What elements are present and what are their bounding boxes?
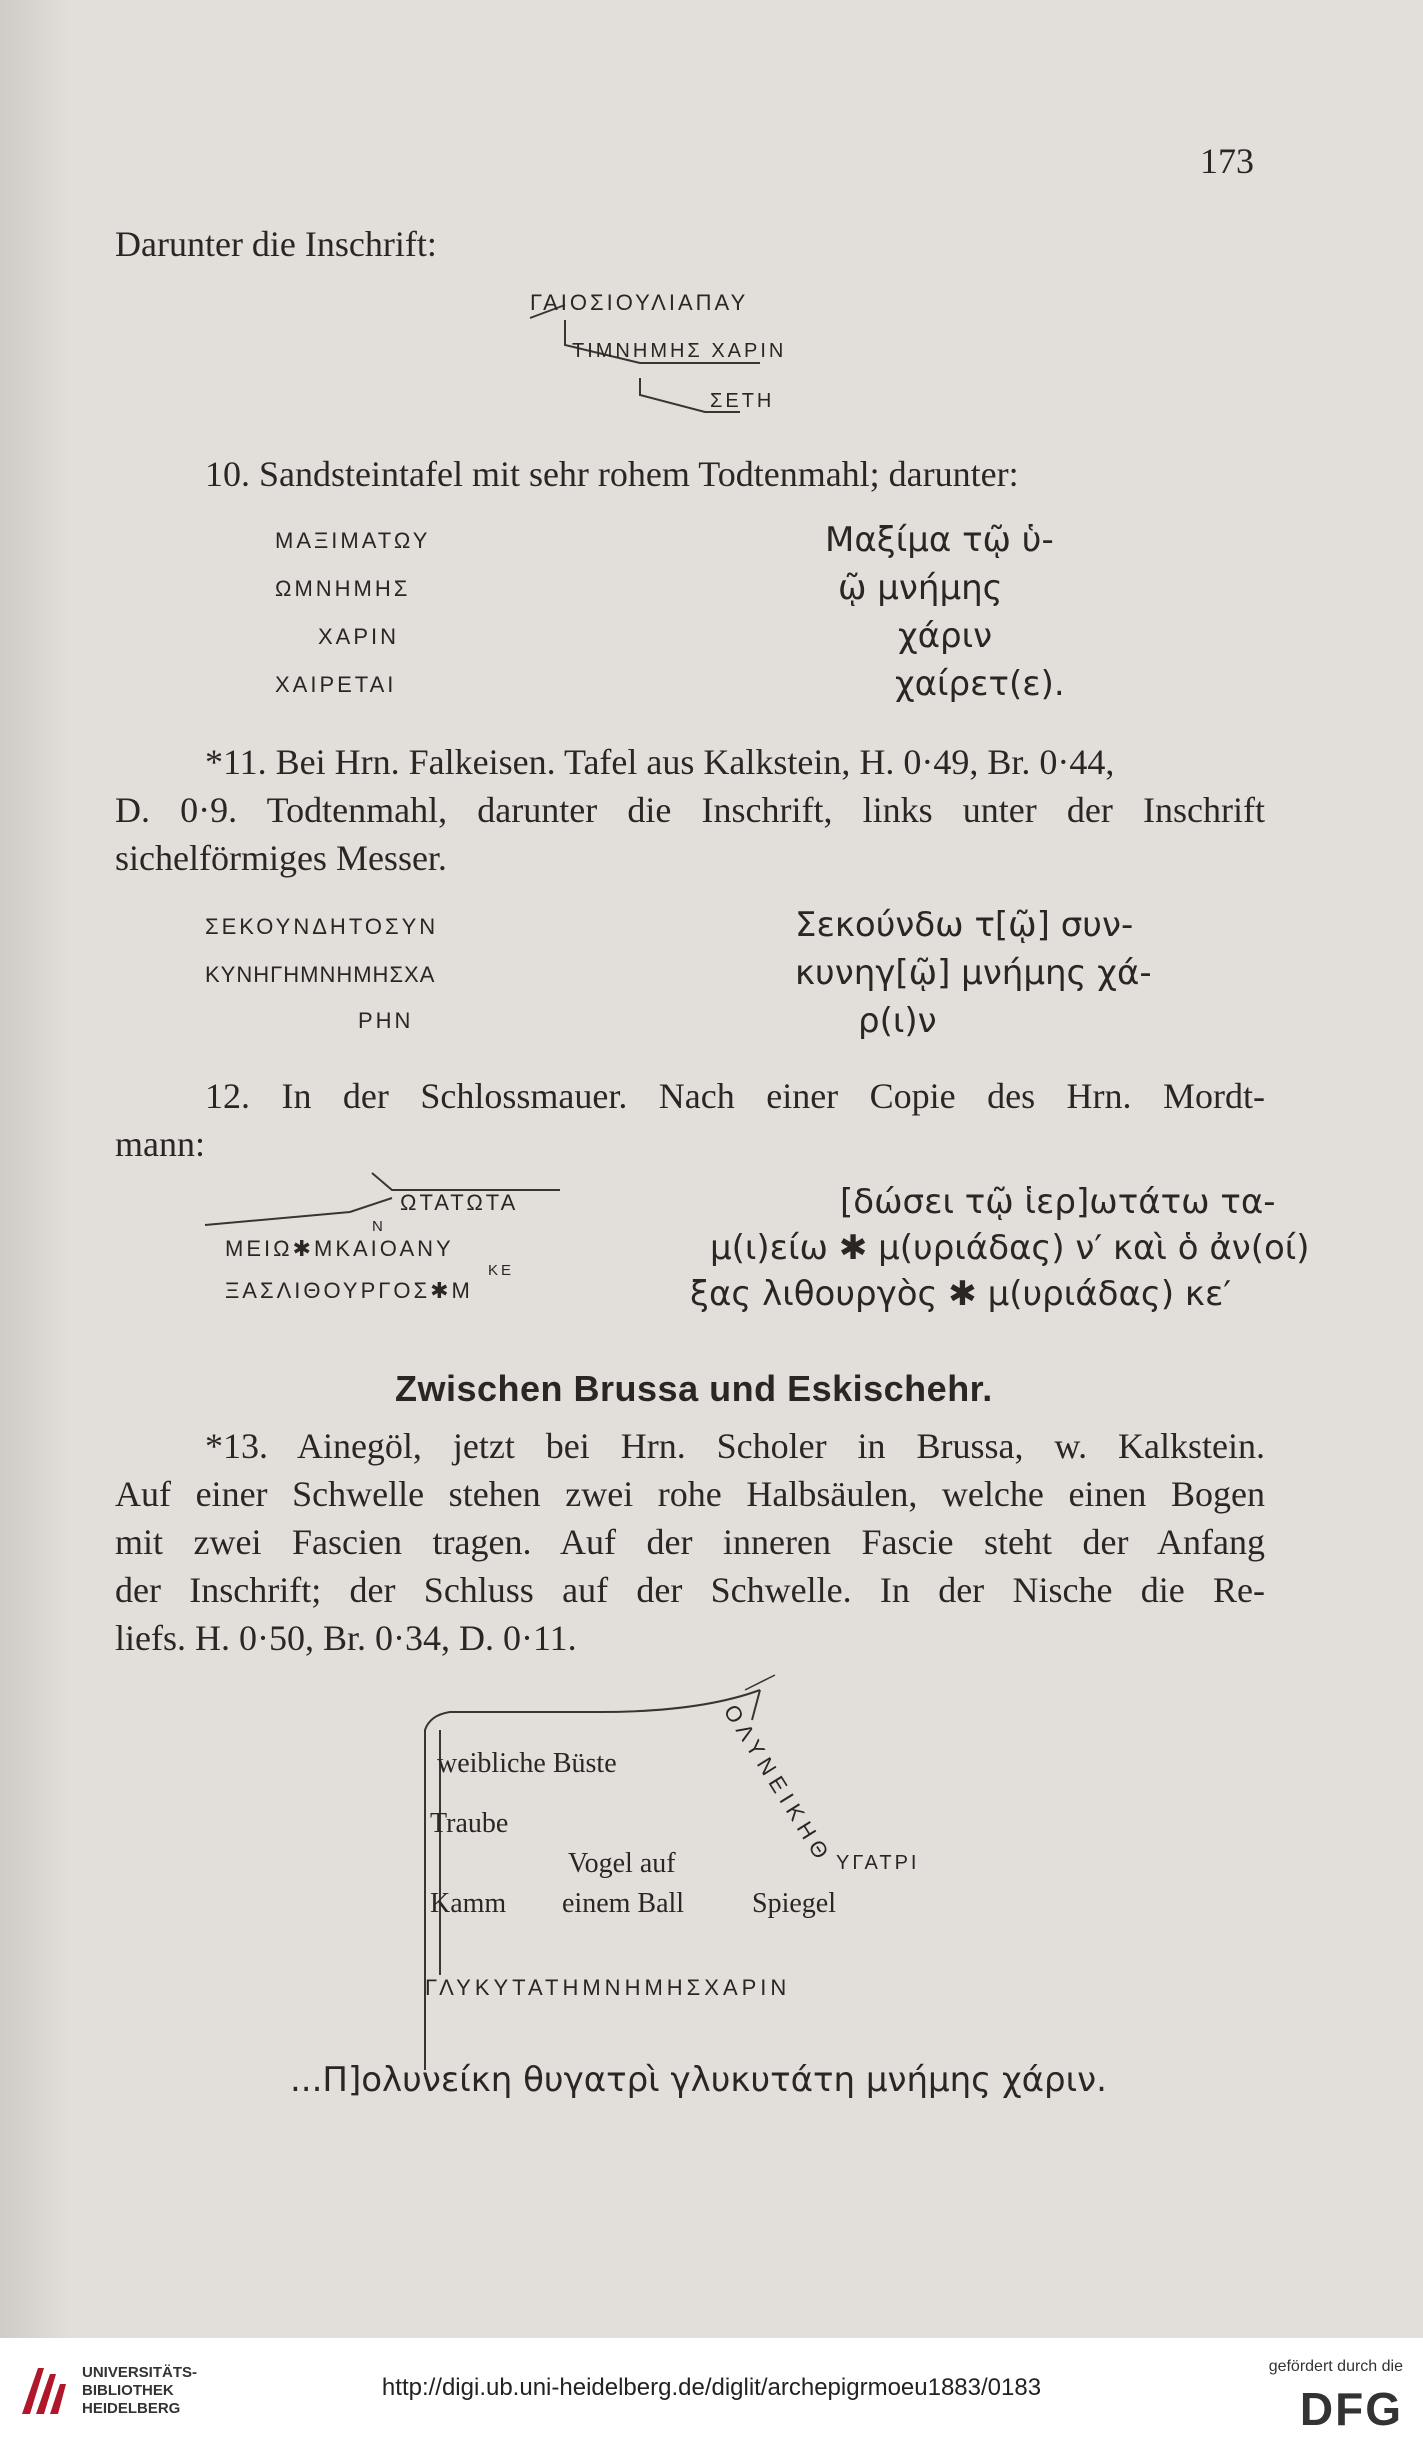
library-name-line-2: BIBLIOTHEK bbox=[82, 2382, 174, 2399]
entry-12-line-2: mann: bbox=[115, 1124, 205, 1164]
entry-10-greek-line-3: χάριν bbox=[898, 616, 993, 656]
page-number: 173 bbox=[1200, 141, 1254, 181]
entry-10-caps-line-3: ΧΑΡΙΝ bbox=[318, 624, 400, 649]
entry-10-text: 10. Sandsteintafel mit sehr rohem Todtenmahl; darunter: bbox=[205, 454, 1019, 494]
entry-12-mark-n: N bbox=[372, 1218, 386, 1235]
entry-12-greek-line-1: [δώσει τῷ ἱερ]ωτάτω τα- bbox=[840, 1182, 1276, 1222]
diagram-label-grapes: Traube bbox=[430, 1808, 509, 1839]
entry-13-line-3: mit zwei Fascien tragen. Auf der inneren Fascie steht der Anfang bbox=[115, 1522, 1265, 1562]
entry-12-line-1: 12. In der Schlossmauer. Nach einer Copie des Hrn. Mordt- bbox=[205, 1076, 1265, 1116]
entry-10-greek-line-1: Μαξίμα τῷ ὑ- bbox=[825, 520, 1054, 560]
entry-12-caps-line-2: ΜΕΙΩ✱ΜΚΑΙΟΑΝΥ bbox=[225, 1236, 454, 1261]
entry-12-greek-line-2: μ(ι)είω ✱ μ(υριάδας) ν′ καὶ ὁ ἀν(οί) bbox=[710, 1228, 1310, 1268]
diagram-label-comb: Kamm bbox=[430, 1888, 507, 1919]
diagram-base-text: ΓΛΥΚΥΤΑΤΗΜΝΗΜΗΣΧΑΡΙΝ bbox=[425, 1975, 791, 2000]
section-heading: Zwischen Brussa und Eskischehr. bbox=[395, 1368, 993, 1409]
entry-12-greek-line-3: ξας λιθουργὸς ✱ μ(υριάδας) κε′ bbox=[690, 1274, 1232, 1314]
inscription-1-line-1: ΓΑΙΟΣΙΟΥΛΙΑΠΑΥ bbox=[530, 290, 749, 315]
entry-11-greek-line-1: Σεκούνδω τ[ῷ] συν- bbox=[795, 905, 1134, 945]
diagram-label-bird: Vogel auf bbox=[568, 1848, 676, 1879]
funded-by-label: gefördert durch die bbox=[1268, 2358, 1403, 2375]
entry-13-line-2: Auf einer Schwelle stehen zwei rohe Halbsäulen, welche einen Bogen bbox=[115, 1474, 1265, 1514]
entry-11-greek-line-3: ρ(ι)ν bbox=[858, 1001, 937, 1041]
entry-11-caps-line-3: ΡΗΝ bbox=[358, 1008, 414, 1033]
entry-11-line-2: D. 0·9. Todtenmahl, darunter die Inschrift, links unter der Inschrift bbox=[115, 790, 1265, 830]
entry-10-caps-line-2: ΩΜΝΗΜΗΣ bbox=[275, 576, 411, 601]
entry-11-greek-line-2: κυνηγ[ῷ] μνήμης χά- bbox=[795, 953, 1152, 993]
inscription-1-line-3: ΣΕΤΗ bbox=[710, 390, 775, 412]
entry-11-caps-line-2: ΚΥΝΗΓΗΜΝΗΜΗΣΧΑ bbox=[205, 962, 436, 987]
entry-13-line-1: *13. Ainegöl, jetzt bei Hrn. Scholer in Brussa, w. Kalkstein. bbox=[205, 1426, 1265, 1466]
entry-10-greek-line-4: χαίρετ(ε). bbox=[895, 664, 1065, 704]
footer-bar bbox=[0, 2338, 1423, 2440]
diagram-label-mirror: Spiegel bbox=[752, 1888, 836, 1919]
library-name-line-3: HEIDELBERG bbox=[82, 2400, 181, 2417]
diagram-label-ball: einem Ball bbox=[562, 1888, 685, 1919]
intro-line: Darunter die Inschrift: bbox=[115, 224, 437, 264]
entry-11-line-3: sichelförmiges Messer. bbox=[115, 838, 447, 878]
entry-13-transcription: ...Π]ολυνείκη θυγατρὶ γλυκυτάτη μνήμης χάριν. bbox=[290, 2060, 1107, 2100]
diagram-label-ygatri: ΥΓΑΤΡΙ bbox=[836, 1852, 920, 1874]
entry-12-mark-ke: ΚΕ bbox=[488, 1262, 515, 1279]
entry-12-caps-line-3: ΞΑΣΛΙΘΟΥΡΓΟΣ✱Μ bbox=[225, 1278, 473, 1303]
diagram-label-bust: weibliche Büste bbox=[437, 1748, 617, 1779]
entry-12-caps-line-1: ΩΤΑΤΩΤΑ bbox=[400, 1190, 519, 1215]
library-name-line-1: UNIVERSITÄTS- bbox=[82, 2364, 198, 2381]
entry-10-caps-line-4: ΧΑΙΡΕΤΑΙ bbox=[275, 672, 397, 697]
inscription-1-line-2: ΤΙΜΝΗΜΗΣ ΧΑΡΙΝ bbox=[572, 340, 787, 362]
diagram-arch-text: ΟΛΥΝΕΙΚΗΘ bbox=[718, 1700, 837, 1869]
source-url-link[interactable]: http://digi.ub.uni-heidelberg.de/diglit/archepigrmoeu1883/0183 bbox=[381, 2374, 1042, 2401]
dfg-logo: DFG bbox=[1299, 2383, 1403, 2435]
entry-13-line-4: der Inschrift; der Schluss auf der Schwelle. In der Nische die Re- bbox=[115, 1570, 1265, 1610]
entry-10-greek-line-2: ῷ μνήμης bbox=[838, 568, 1003, 608]
entry-10-caps-line-1: ΜΑΞΙΜΑΤΩΥ bbox=[275, 528, 431, 553]
entry-11-caps-line-1: ΣΕΚΟΥΝΔΗΤΟΣΥΝ bbox=[205, 914, 439, 939]
entry-13-line-5: liefs. H. 0·50, Br. 0·34, D. 0·11. bbox=[115, 1618, 577, 1658]
entry-11-line-1: *11. Bei Hrn. Falkeisen. Tafel aus Kalkstein, H. 0·49, Br. 0·44, bbox=[205, 742, 1115, 782]
